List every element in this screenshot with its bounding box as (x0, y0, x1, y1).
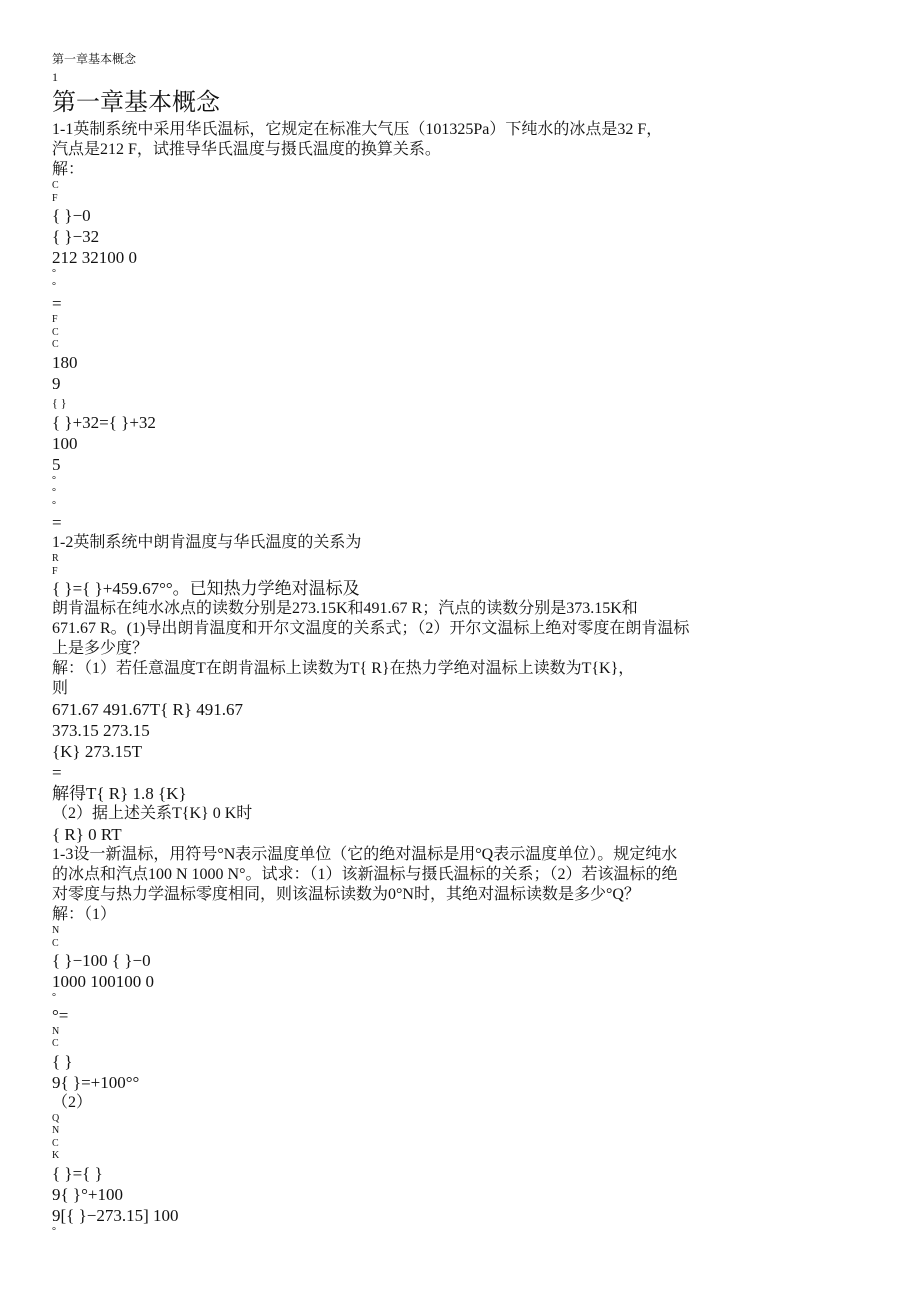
body-line: 解：（1） (52, 906, 117, 923)
body-line: 373.15 273.15 (52, 721, 150, 740)
body-line: F (52, 565, 58, 577)
body-line: ° (52, 1225, 56, 1237)
page-number: 1 (52, 70, 58, 84)
body-line: 汽点是212 F，试推导华氏温度与摄氏温度的换算关系。 (52, 141, 441, 158)
body-line: ° (52, 474, 56, 486)
body-line: C (52, 1038, 59, 1049)
body-line: ° (52, 499, 56, 511)
body-line: N (52, 925, 60, 936)
body-line: = (52, 513, 62, 532)
document-page (52, 50, 872, 1238)
body-line: = (52, 763, 62, 782)
body-line: { R} 0 RT (52, 825, 122, 844)
body-line: F (52, 192, 58, 204)
body-line: 180 (52, 352, 78, 372)
body-line: 9 (52, 373, 61, 393)
body-line: C (52, 326, 59, 338)
body-line: N (52, 1025, 60, 1037)
body-line: C (52, 180, 59, 191)
body-line: 671.67 R。(1)导出朗肯温度和开尔文温度的关系式；（2）开尔文温标上绝对零度在朗肯温标 (52, 620, 690, 637)
body-line: { }={ }+459.67°°。已知热力学绝对温标及 (52, 579, 360, 598)
body-line: 100 (52, 433, 78, 453)
body-line: C (52, 339, 59, 350)
body-line: { }={ } (52, 1163, 103, 1183)
body-line: { }−100 { }−0 (52, 951, 151, 970)
body-line: （2）据上述关系T{K} 0 K时 (52, 805, 253, 822)
body-line: 9{ }°+100 (52, 1184, 123, 1204)
body-line: ° (52, 992, 56, 1003)
body-line: 9[{ }−273.15] 100 (52, 1205, 179, 1225)
body-line: 上是多少度？ (52, 640, 149, 657)
body-line: 212 32100 0 (52, 248, 137, 267)
body-line: 朗肯温标在纯水冰点的读数分别是273.15K和491.67 R；汽点的读数分别是373.15K和 (52, 600, 638, 617)
body-line: 1000 100100 0 (52, 972, 154, 991)
body-line: 对零度与热力学温标零度相同，则该温标读数为0°N时，其绝对温标读数是多少°Q？ (52, 886, 640, 903)
body-line: °= (52, 1005, 69, 1025)
body-line: 5 (52, 454, 61, 474)
body-line: { }−32 (52, 227, 100, 246)
body-line: C (52, 1137, 59, 1149)
document-body (52, 120, 872, 1238)
body-line: ° (52, 280, 56, 292)
body-line: 671.67 491.67T{ R} 491.67 (52, 700, 244, 719)
body-line: （2） (52, 1093, 93, 1111)
body-line: 的冰点和汽点100 N 1000 N°。试求：（1）该新温标与摄氏温标的关系；（2）若该温标的绝 (52, 866, 678, 883)
body-line: ° (52, 487, 56, 498)
body-line: { } (52, 1051, 73, 1071)
body-line: C (52, 937, 59, 949)
body-line: {K} 273.15T (52, 742, 142, 761)
body-line: { } (52, 395, 67, 410)
body-line: = (52, 294, 62, 313)
body-line: 1-2英制系统中朗肯温度与华氏温度的关系为 (52, 534, 362, 551)
body-line: 1-1英制系统中采用华氏温标，它规定在标准大气压（101325Pa）下纯水的冰点是32 F， (52, 121, 663, 138)
body-line: K (52, 1150, 60, 1161)
body-line: N (52, 1125, 60, 1136)
body-line: { }+32={ }+32 (52, 412, 156, 432)
chapter-title: 第一章基本概念 (52, 90, 220, 116)
body-line: 解： (52, 161, 85, 178)
body-line: Q (52, 1112, 60, 1124)
body-line: 解：（1）若任意温度T在朗肯温标上读数为T{ R}在热力学绝对温标上读数为T{K}， (52, 660, 635, 677)
body-line: F (52, 314, 58, 325)
body-line: R (52, 553, 59, 564)
body-line: 9{ }=+100°° (52, 1072, 140, 1092)
body-line: 则 (52, 680, 69, 697)
running-header: 第一章基本概念 (52, 52, 137, 66)
body-line: ° (52, 268, 56, 279)
body-line: { }−0 (52, 206, 91, 225)
body-line: 1-3设一新温标，用符号°N表示温度单位（它的绝对温标是用°Q表示温度单位）。规定纯水 (52, 846, 678, 863)
body-line: 解得T{ R} 1.8 {K} (52, 784, 187, 803)
